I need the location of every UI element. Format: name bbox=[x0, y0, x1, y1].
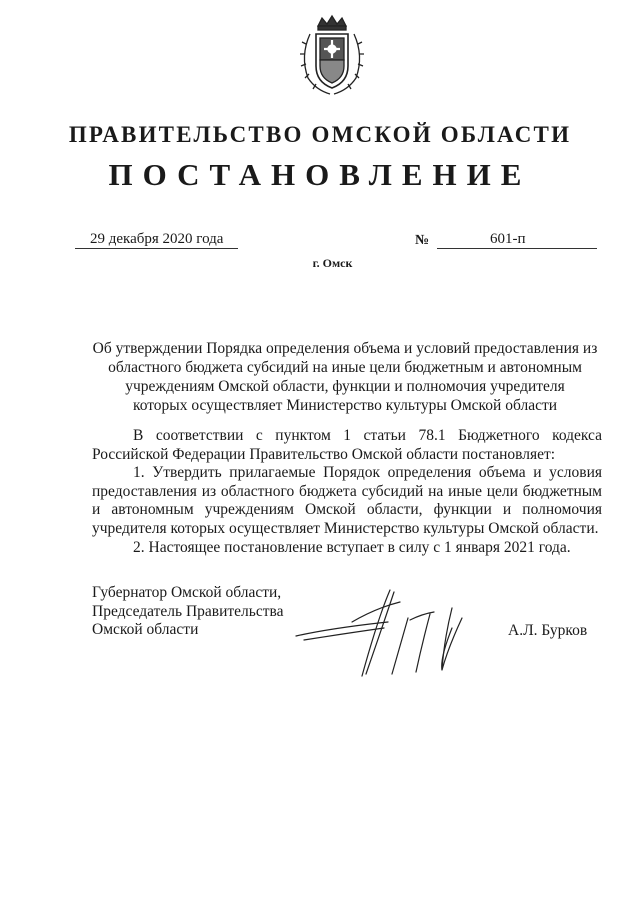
number-sign: № bbox=[415, 233, 430, 248]
document-heading bbox=[88, 339, 602, 415]
heading-line: которых осуществляет Министерство культуры Омской области bbox=[132, 397, 558, 414]
heading-line: Об утверждении Порядка определения объема и условий предоставления из bbox=[92, 340, 598, 357]
body-paragraph: 2. Настоящее постановление вступает в силу с 1 января 2021 года. bbox=[133, 538, 571, 556]
signatory-position-line: Омской области bbox=[92, 621, 199, 639]
coat-of-arms-icon bbox=[296, 14, 368, 98]
document-type-title: ПОСТАНОВЛЕНИЕ bbox=[108, 157, 532, 192]
signatory-position bbox=[92, 584, 284, 640]
handwritten-signature bbox=[292, 588, 468, 680]
signatory-position-line: Губернатор Омской области, bbox=[92, 584, 282, 601]
document-number: 601-п bbox=[490, 231, 526, 247]
document-body bbox=[92, 427, 602, 557]
signatory-name: А.Л. Бурков bbox=[508, 622, 588, 639]
heading-line: учреждениям Омской области, функции и полномочия учредителя bbox=[125, 378, 565, 395]
government-title: ПРАВИТЕЛЬСТВО ОМСКОЙ ОБЛАСТИ bbox=[68, 122, 572, 147]
heading-line: областного бюджета субсидий на иные цели бюджетным и автономным bbox=[108, 359, 582, 376]
number-underline bbox=[437, 248, 597, 249]
body-paragraph: 1. Утвердить прилагаемые Порядок определения объема и условия предоставления из областного бюджета субсидий на иные цели бюджетным и автономным учреждениям Омской области, функции и полномочия учредителя которых осуществляет Министерство культуры Омской области. bbox=[92, 464, 602, 537]
date-underline bbox=[75, 248, 238, 249]
document-date: 29 декабря 2020 года bbox=[90, 231, 224, 247]
signatory-position-line: Председатель Правительства bbox=[92, 602, 284, 620]
body-paragraph: В соответствии с пунктом 1 статьи 78.1 Бюджетного кодекса Российской Федерации Правительство Омской области постановляет: bbox=[92, 427, 602, 463]
document-place: г. Омск bbox=[312, 256, 353, 270]
